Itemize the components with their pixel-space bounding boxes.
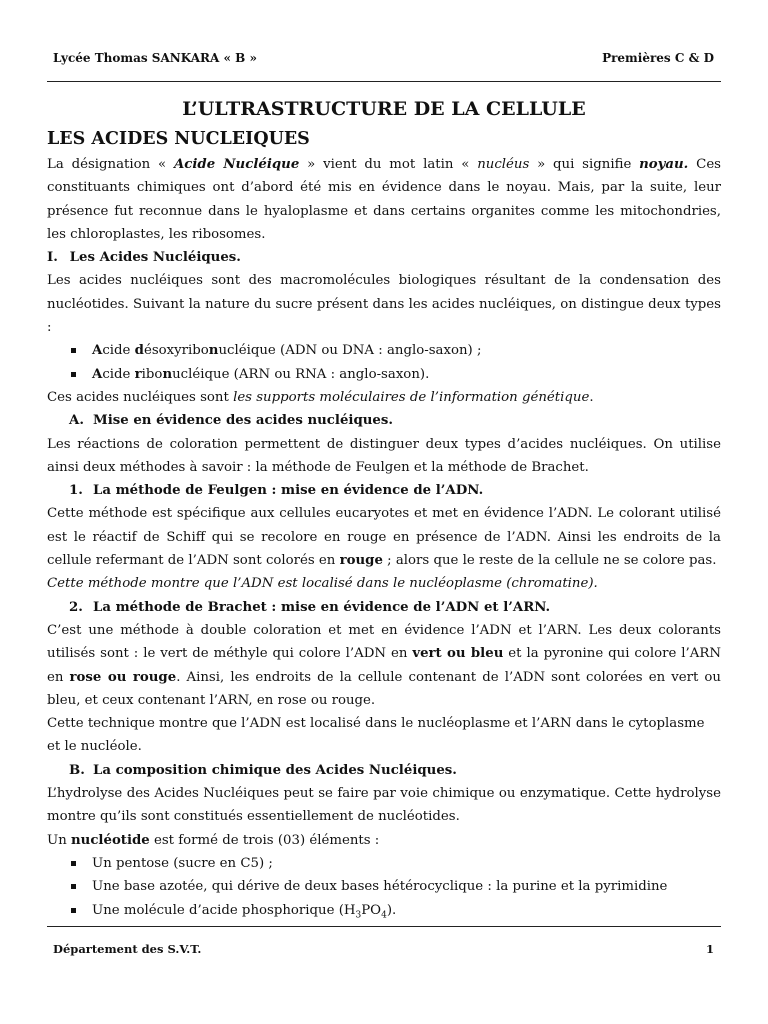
page-header (53, 51, 714, 69)
main-heading: LES ACIDES NUCLEIQUES (47, 129, 310, 149)
feulgen-paragraph: Cette méthode est spécifique aux cellules eucaryotes et met en évidence l’ADN. Le colorant utilisé est le réactif de Schiff qui se recolore en rouge en présence de l’ADN. Ainsi les endroits de la cellule refermant de l’ADN sont colorés en rouge ; alors que le reste de la cellule ne se colore pas. (47, 506, 721, 569)
header-divider (47, 81, 721, 82)
footer-divider (47, 926, 721, 927)
types-paragraph: Les acides nucléiques sont des macromolécules biologiques résultant de la condensation des nucléotides. Suivant la nature du sucre présent dans les acides nucléiques, on distingue deux types : (47, 273, 721, 336)
page-number: 1 (705, 942, 714, 956)
section-a-heading: A. Mise en évidence des acides nucléiques. (69, 413, 393, 429)
intro-paragraph: La désignation « Acide Nucléique » vient du mot latin « nucléus » qui signifie noyau. Ces constituants chimiques ont d’abord été mis en évidence dans le noyau. Mais, par la suite, leur présence fut reconnue dans le hyaloplasme et dans certains organites comme les mitochondries, les chloroplastes, les ribosomes. (47, 157, 722, 242)
section-i-heading: I. Les Acides Nucléiques. (47, 250, 241, 266)
school-name: Lycée Thomas SANKARA « B » (53, 51, 257, 65)
hydrolyse-paragraph: L’hydrolyse des Acides Nucléiques peut se faire par voie chimique ou enzymatique. Cette hydrolyse montre qu’ils sont constitués essentiellement de nucléotides. (47, 786, 721, 825)
nucleotide-elements-list (47, 852, 721, 928)
list-item-adn: Acide désoxyribonucléique (ADN ou DNA : anglo-saxon) ; (47, 339, 721, 362)
list-item-pentose: Un pentose (sucre en C5) ; (47, 852, 721, 875)
nucleotide-paragraph: Un nucléotide est formé de trois (03) éléments : (47, 832, 380, 848)
list-item-base-azotee: Une base azotée, qui dérive de deux bases hétérocyclique : la purine et la pyrimidine (47, 875, 721, 898)
reactions-paragraph: Les réactions de coloration permettent de distinguer deux types d’acides nucléiques. On utilise ainsi deux méthodes à savoir : la méthode de Feulgen et la méthode de Brachet. (47, 436, 721, 475)
section-1-heading: 1. La méthode de Feulgen : mise en évidence de l’ADN. (69, 483, 484, 499)
list-item-acide-phosphorique: Une molécule d’acide phosphorique $(H_3PO_4)$. (47, 899, 721, 928)
section-2-heading: 2. La méthode de Brachet : mise en évidence de l’ADN et l’ARN. (69, 599, 551, 615)
department-name: Département des S.V.T. (53, 942, 202, 956)
supports-paragraph: Ces acides nucléiques sont les supports moléculaires de l’information génétique. (47, 389, 594, 405)
brachet-paragraph: C’est une méthode à double coloration et met en évidence l’ADN et l’ARN. Les deux colorants utilisés sont : le vert de méthyle qui colore l’ADN en vert ou bleu et la pyronine qui colore l’ARN en rose ou rouge. Ainsi, les endroits de la cellule contenant de l’ADN sont colorées en vert ou bleu, et ceux contenant l’ARN, en rose ou rouge. (47, 622, 721, 708)
feulgen-conclusion: Cette méthode montre que l’ADN est localisé dans le nucléoplasme (chromatine). (47, 576, 598, 592)
brachet-conclusion: Cette technique montre que l’ADN est localisé dans le nucléoplasme et l’ARN dans le cytoplasme et le nucléole. (47, 716, 705, 755)
page-title: L’ULTRASTRUCTURE DE LA CELLULE (182, 98, 586, 120)
document-body (47, 96, 721, 927)
class-level: Premières C & D (602, 51, 714, 65)
section-b-heading: B. La composition chimique des Acides Nucléiques. (69, 762, 457, 778)
types-list (47, 339, 721, 386)
list-item-arn: Acide ribonucléique (ARN ou RNA : anglo-saxon). (47, 363, 721, 386)
